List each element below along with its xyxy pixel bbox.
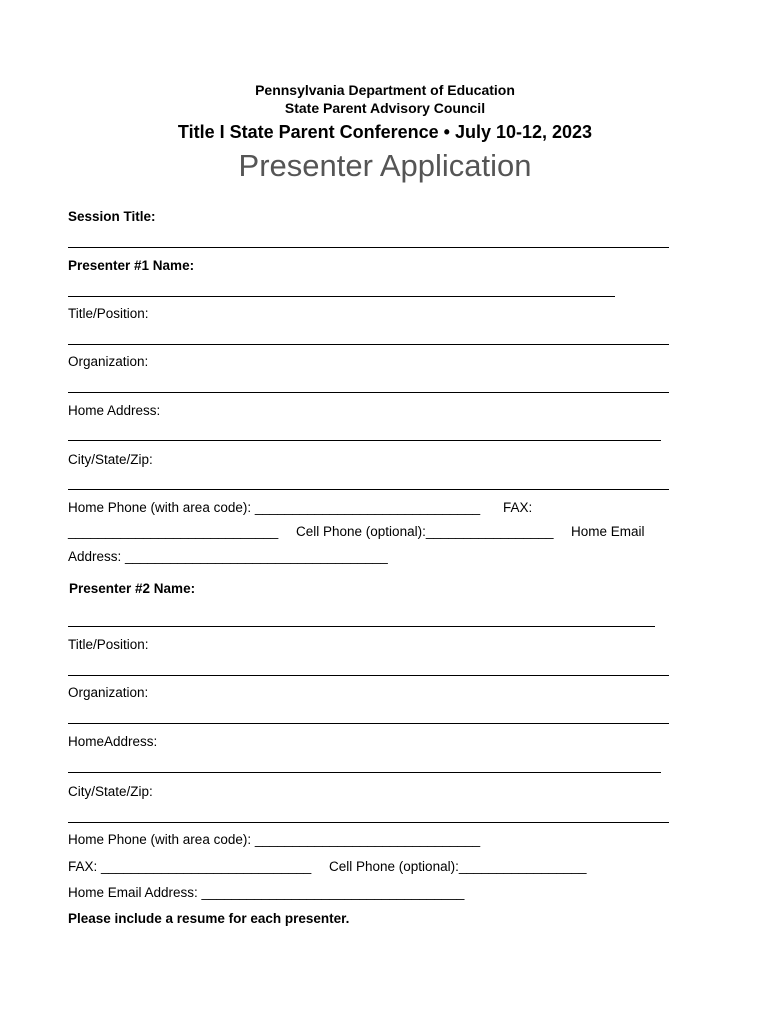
presenter2-title-label: Title/Position: xyxy=(68,637,149,652)
resume-note: Please include a resume for each presenter. xyxy=(68,911,350,926)
presenter1-address-field[interactable] xyxy=(68,440,661,441)
presenter2-name-label: Presenter #2 Name: xyxy=(69,581,196,596)
presenter1-address-label: Home Address: xyxy=(68,403,161,418)
presenter2-cell-label[interactable]: Cell Phone (optional):_________________ xyxy=(329,859,587,874)
presenter2-city-field[interactable] xyxy=(68,822,669,823)
presenter2-phone-label[interactable]: Home Phone (with area code): ______________________________ xyxy=(68,832,481,847)
presenter1-city-label: City/State/Zip: xyxy=(68,452,153,467)
session-title-label: Session Title: xyxy=(68,209,156,224)
presenter2-fax-label[interactable]: FAX: ____________________________ xyxy=(68,859,312,874)
council-heading: State Parent Advisory Council xyxy=(284,100,486,116)
presenter1-org-label: Organization: xyxy=(68,354,149,369)
presenter1-fax-label: FAX: xyxy=(503,500,533,515)
presenter2-title-field[interactable] xyxy=(68,675,669,676)
presenter1-email-label-start: Home Email xyxy=(571,524,645,539)
department-heading: Pennsylvania Department of Education xyxy=(255,82,515,98)
presenter2-address-field[interactable] xyxy=(68,772,661,773)
conference-heading: Title I State Parent Conference • July 10-12, 2023 xyxy=(177,122,593,142)
presenter2-name-field[interactable] xyxy=(68,626,655,627)
presenter1-org-field[interactable] xyxy=(68,392,669,393)
presenter2-address-label: HomeAddress: xyxy=(68,734,158,749)
presenter1-title-label: Title/Position: xyxy=(68,306,149,321)
form-title: Presenter Application xyxy=(238,148,532,183)
presenter2-org-field[interactable] xyxy=(68,723,669,724)
presenter1-phone-label[interactable]: Home Phone (with area code): ______________________________ xyxy=(68,500,481,515)
presenter1-title-field[interactable] xyxy=(68,344,669,345)
presenter2-email-label[interactable]: Home Email Address: ___________________________________ xyxy=(68,885,465,900)
presenter1-name-label: Presenter #1 Name: xyxy=(68,258,195,273)
presenter1-fax-field[interactable]: ____________________________ xyxy=(68,524,279,539)
presenter1-cell-label[interactable]: Cell Phone (optional):_________________ xyxy=(296,524,554,539)
presenter2-org-label: Organization: xyxy=(68,685,149,700)
presenter1-city-field[interactable] xyxy=(68,489,669,490)
session-title-field[interactable] xyxy=(68,247,669,248)
presenter2-city-label: City/State/Zip: xyxy=(68,784,153,799)
presenter1-name-field[interactable] xyxy=(68,296,615,297)
presenter1-email-label[interactable]: Address: ___________________________________ xyxy=(68,549,388,564)
